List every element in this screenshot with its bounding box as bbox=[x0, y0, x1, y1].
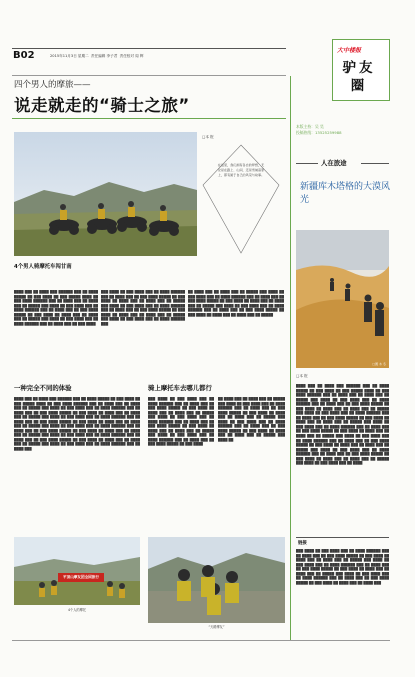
desert-photo bbox=[296, 230, 389, 368]
column-divider bbox=[290, 76, 291, 641]
headline-rule bbox=[12, 118, 286, 119]
date-line: 2015年11月3日 星期二 责任编辑 李子君 责任校对 周 辉 bbox=[50, 54, 144, 58]
body-text-col-3: ██ ████ ███ ██ ████ ███ ██ █████ ███ ████ ██ ███ ████ ███ ██ ████ ██████ ███ ██ ████ ███ ██ ███ ████ █████ ██ ███ ████ ██ ████ ███ ██ ████ ███ ██ █████ ███ ████ ██ ███ ████ ███ ██ ████ ██████ ███ ██ ████ ███ ██ ███ ████ █████ ██ ███ ████ ██ ████ ███ ██ ████ ███ ██ █████ bbox=[188, 290, 284, 317]
section2-title: 骑上摩托车去哪儿都行 bbox=[148, 384, 212, 392]
main-photo bbox=[14, 132, 197, 256]
section2-text-col-1: ███ ████ ██ ███ ████ ███ ██ ████ ██████ ███ ██ ████ ███ ██ ███ ████ █████ ██ ███ ████ ██ ████ ███ ██ ████ ███ ██ █████ ███ ████ ██ ███ ████ ███ ██ ████ ██████ ███ ██ ████ ███ ██ ███ ████ █████ ██ ███ ████ ██ ████ ███ ██ ████ ███ ██ █████ ███ ████ ██ ███ ████ ███ ██ ████ ██████ ███ ██ ████ ███ ██ ███ ████ █████ ██ ███ ████ bbox=[148, 397, 214, 447]
story-headline: 说走就走的“骑士之旅” bbox=[14, 96, 190, 115]
right-body-text: ████ ███ ██ ████ ███ ██████ ███ ██ ████ █████ ██ ███ ████ ██ ███ █████ ████ ██ ███ ████ ██████ ███ ██ ████ ███ ██ ████ ███ ██ █████ ███ ████ ██ ███ ████ ███ ██ ████ ██████ ███ ██ ████ ███ ██ ███ ████ █████ ██ ███ ████ ██ ████ ███ ██ ████ ███ ██ █████ ███ ████ ██ ███ ████ ███ ██ ████ ██████ ███ ██ ████ ███ ██ ███ ████ █████ ██ ███ ████ ██ ████ ███ ██ ████ ███ ██ █████ ███ ████ ██ ███ ████ ███ ██ ████ ██████ ███ ██ ████ ███ ██ ███ ████ █████ ██ ███ ████ ██ ████ ███ ██ ████ ███ ██ █████ ███ ████ ██ ███ ████ ███ ██ ████ ██████ ███ ██ ████ ███ ██ ███ ████ █████ ██ ███ ████ ██ ████ ███ ██ ████ ███ ██ █████ ███ ████ ██ ███ ████ ███ ██ ████ ██████ ███ ██ ████ ███ ██ ███ ████ █████ ██ ███ ████ ██ ████ ███ ██ ████ ███ ██ █████ ███ ████ ██ ███ ████ ███ ██ ████ bbox=[296, 384, 389, 466]
photo-banner: 平顶山摩友团全国旅行 bbox=[63, 575, 99, 579]
section-label: 人在旅途 bbox=[321, 159, 347, 167]
group-photo bbox=[14, 537, 140, 605]
link-text: ███ ████ ██ ███ ████ ███ ██ ████ ██████ ███ ██ ████ ███ ██ ███ ████ █████ ██ ███ ████ ██ ████ ███ ██ ████ ███ ██ █████ ███ ████ ██ ███ ████ ███ ██ ████ ██████ ███ ██ ████ ███ ██ ███ ████ █████ ██ ███ ████ ██ ████ ███ ██ ████ ███ ██ █████ ███ ████ ██ ███ ████ ███ ██ ████ ██████ ███ ██ ████ ███ ██ ███ ████ █████ ██ ███ ████ ██ ████ ███ ██ ████ ███ bbox=[296, 549, 389, 585]
story-kicker: 四个男人的摩旅—— bbox=[14, 80, 91, 90]
header-rule bbox=[12, 48, 286, 49]
brand-logo: 大中楼报 bbox=[337, 47, 362, 54]
story-byline: □本 报 bbox=[202, 135, 214, 139]
link-label: 链接 bbox=[298, 541, 307, 546]
riders-photo-caption: “天路摩友” bbox=[208, 625, 225, 629]
right-headline: 新疆库木塔格的大漠风光 bbox=[300, 182, 391, 205]
riders-photo bbox=[148, 537, 285, 623]
contact-block: 本版主持：吴 昊 投稿热线：13525259988 bbox=[296, 124, 342, 135]
section-label-rule-right bbox=[361, 163, 389, 164]
link-rule bbox=[296, 537, 389, 538]
column-name: 驴友圈 bbox=[342, 60, 376, 94]
footer-rule bbox=[12, 640, 390, 641]
kicker-rule bbox=[12, 75, 286, 76]
main-photo-caption: 4个男人骑摩托车闯甘南 bbox=[14, 264, 72, 270]
section1-text: ████ ███ ██ ████ ███ ██████ ███ ██ ████ █████ ██ ███ ████ ██ ███ █████ ████ ██ ███ ████ ██████ ███ ██ ████ ███ ██ ████ ███ ██ █████ ███ ████ ██ ███ ████ ███ ██ ████ ██████ ███ ██ ████ ███ ██ ███ ████ █████ ██ ███ ████ ██ ████ ███ ██ ████ ███ ██ █████ ███ ████ ██ ███ ████ ███ ██ ████ ██████ ███ ██ ████ ███ ██ ███ ████ █████ ██ ███ ████ ██ ████ ███ ██ ████ ███ ██ █████ ███ ████ ██ ███ ████ ███ ██ ████ ██████ ███ ██ ████ ███ ██ ███ ████ █████ ██ ███ ████ ██ ████ ███ ██ ████ ███ ██ █████ ███ ████ ██ ███ ████ ███ ██ ████ ██████ ███ ██ ████ ███ ██ ███ ████ █████ ██ ███ ████ ██ ████ ███ ██ ████ ███ ██ █████ ███ ████ ██ ███ ████ ███ ██ ████ ██████ ███ ██ ████ ███ bbox=[14, 397, 140, 452]
body-text-col-1: ████ ███ ██ ████ ███ ██████ ███ ██ ████ █████ ██ ███ ████ ██ ███ █████ ████ ██ ███ ████ ██████ ███ ██ ████ ███ ██ ████ ███ ██ █████ ███ ████ ██ ███ ████ ███ ██ ████ ██████ ███ ██ ████ ███ ██ ███ ████ █████ ██ ███ ████ ██ ████ ███ ██ ████ ███ ██ █████ ███ ████ ██ ███ ████ ███ ██ ████ ██████ ███ ██ ████ ███ ██ ███ ████ bbox=[14, 290, 98, 326]
section-label-rule-left bbox=[296, 163, 318, 164]
group-photo-caption: 4个人的摩托 bbox=[68, 608, 86, 612]
right-byline: □本 报 bbox=[296, 374, 308, 378]
section1-title: 一种完全不同的体验 bbox=[14, 384, 72, 392]
sidebar-note: 在这里，我们拥有各自的梦想，无论是在路上、山间，还是雪域高原上，都有属于自己的风景与故事。 bbox=[201, 143, 281, 255]
desert-photo-caption: □图 木 冬 bbox=[372, 362, 386, 366]
column-brand-box bbox=[332, 39, 390, 101]
page-code: B02 bbox=[13, 50, 35, 61]
section2-text-col-2: ██ ████ ███ ██ ████ ███ ██ █████ ███ ████ ██ ███ ████ ███ ██ ████ ██████ ███ ██ ████ ███ ██ ███ ████ █████ ██ ███ ████ ██ ████ ███ ██ ████ ███ ██ █████ ███ ████ ██ ███ ████ ███ ██ ████ ██████ ███ ██ ████ ███ ██ ███ ████ █████ ██ ███ ████ ██ ████ ███ ██ ████ ███ ██ █████ ███ ████ ██ bbox=[218, 397, 285, 442]
body-text-col-2: ███ ████ ██ ███ ████ ███ ██ ████ ██████ ███ ██ ████ ███ ██ ███ ████ █████ ██ ███ ████ ██ ████ ███ ██ ████ ███ ██ █████ ███ ████ ██ ███ ████ ███ ██ ████ ██████ ███ ██ ████ ███ ██ ███ ████ █████ ██ ███ ████ ██ ████ ███ ██ ████ ███ ██ █████ ███ ████ ██ ███ ████ ███ ██ ████ ██████ ███ bbox=[101, 290, 185, 326]
